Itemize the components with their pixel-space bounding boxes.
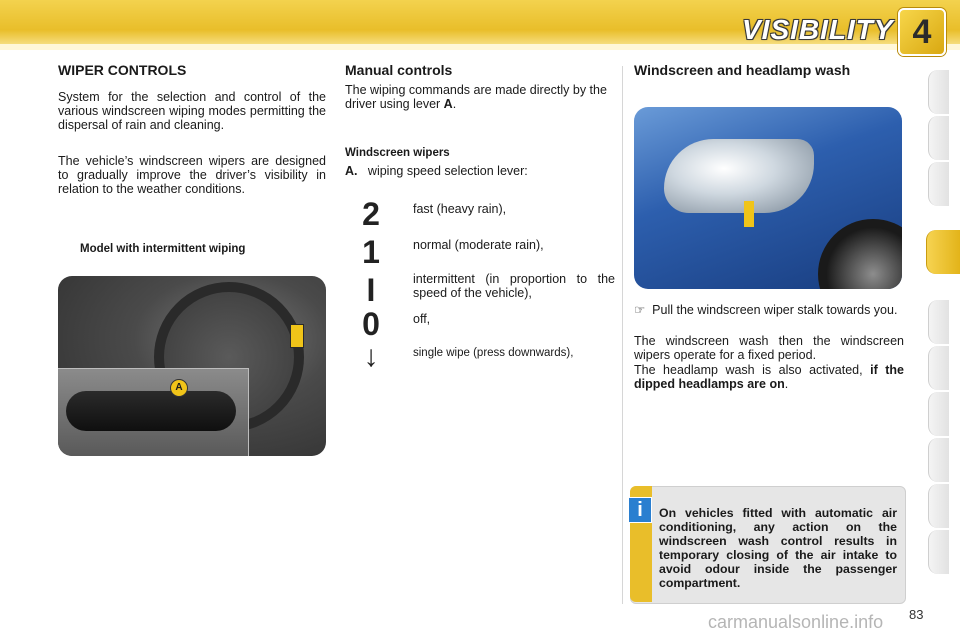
windscreen-wipers-subhead: Windscreen wipers xyxy=(345,147,450,159)
lever-a-description xyxy=(345,164,617,178)
position-2-text: fast (heavy rain), xyxy=(413,202,507,216)
lever-a-label: A xyxy=(170,379,188,397)
wiper-stalk xyxy=(66,391,236,431)
side-tab-9[interactable] xyxy=(928,484,949,528)
manual-intro-text: The wiping commands are made directly by the driver using lever xyxy=(345,83,607,111)
headlamp-washer-arrow-icon xyxy=(744,201,754,227)
manual-intro-end: . xyxy=(452,97,457,111)
position-single-wipe-text: single wipe (press downwards), xyxy=(413,347,574,359)
side-tab-3[interactable] xyxy=(928,162,949,206)
side-tab-10[interactable] xyxy=(928,530,949,574)
manual-intro-lever: A xyxy=(443,97,453,111)
manual-controls-heading: Manual controls xyxy=(345,62,453,78)
side-tab-1[interactable] xyxy=(928,70,949,114)
wiper-intro-paragraph: System for the selection and control of the various windscreen wiping modes permitting the dispersal of rain and cleaning. xyxy=(58,90,326,132)
watermark: carmanualsonline.info xyxy=(708,612,884,632)
chapter-badge xyxy=(898,8,946,56)
info-text: On vehicles fitted with automatic air conditioning, any action on the windscreen wash control results in temporary closing of the air intake to avoid odour inside the passenger compartment. xyxy=(659,506,897,590)
wiper-design-paragraph: The vehicle’s windscreen wipers are designed to gradually improve the driver’s visibility in relation to the weather conditions. xyxy=(58,154,326,196)
position-intermittent-icon: I xyxy=(366,272,376,308)
front-wheel xyxy=(818,219,902,289)
lever-a-text: wiping speed selection lever: xyxy=(367,164,528,178)
lever-a-key: A. xyxy=(345,164,358,178)
position-off-icon: 0 xyxy=(362,306,380,342)
manual-controls-intro xyxy=(345,83,617,111)
side-tab-2[interactable] xyxy=(928,116,949,160)
pointing-hand-icon: ☞ xyxy=(634,303,646,317)
side-tab-7[interactable] xyxy=(928,392,949,436)
wash-sequence-paragraph: The windscreen wash then the windscreen wipers operate for a fixed period. xyxy=(634,334,904,362)
info-icon: i xyxy=(628,497,652,523)
position-intermittent-text: intermittent (in proportion to the speed of the vehicle), xyxy=(413,272,615,300)
headlamp-unit xyxy=(664,139,814,213)
dipped-headlamps-condition: if the dipped headlamps are on xyxy=(634,363,904,391)
headlamp-wash-text: The headlamp wash is also activated, xyxy=(634,363,863,377)
pull-stalk-instruction xyxy=(634,303,904,317)
chapter-number: 4 xyxy=(912,13,932,51)
headlamp-photo xyxy=(634,107,902,289)
wiper-controls-heading: WIPER CONTROLS xyxy=(58,62,187,78)
headlamp-wash-end: . xyxy=(784,377,789,391)
stalk-detail-inset xyxy=(58,368,249,456)
chapter-title: VISIBILITY xyxy=(742,14,894,45)
position-1-icon: 1 xyxy=(362,234,380,270)
position-2-icon: 2 xyxy=(362,196,380,232)
position-1-text: normal (moderate rain), xyxy=(413,238,544,252)
side-tab-8[interactable] xyxy=(928,438,949,482)
position-off-text: off, xyxy=(413,312,431,326)
steering-stalk-photo xyxy=(58,276,326,456)
side-tab-6[interactable] xyxy=(928,346,949,390)
photo-caption: Model with intermittent wiping xyxy=(80,243,246,255)
column-divider xyxy=(622,66,623,604)
pull-stalk-text: Pull the windscreen wiper stalk towards you. xyxy=(652,303,898,317)
page-number: 83 xyxy=(909,607,924,622)
side-tab-5[interactable] xyxy=(928,300,949,344)
headlamp-wash-paragraph xyxy=(634,363,904,391)
stalk-arrow-icon xyxy=(290,324,304,348)
wash-heading: Windscreen and headlamp wash xyxy=(634,62,851,78)
side-tab-4-active[interactable] xyxy=(926,230,960,274)
single-wipe-down-arrow-icon: ↓ xyxy=(363,340,379,373)
